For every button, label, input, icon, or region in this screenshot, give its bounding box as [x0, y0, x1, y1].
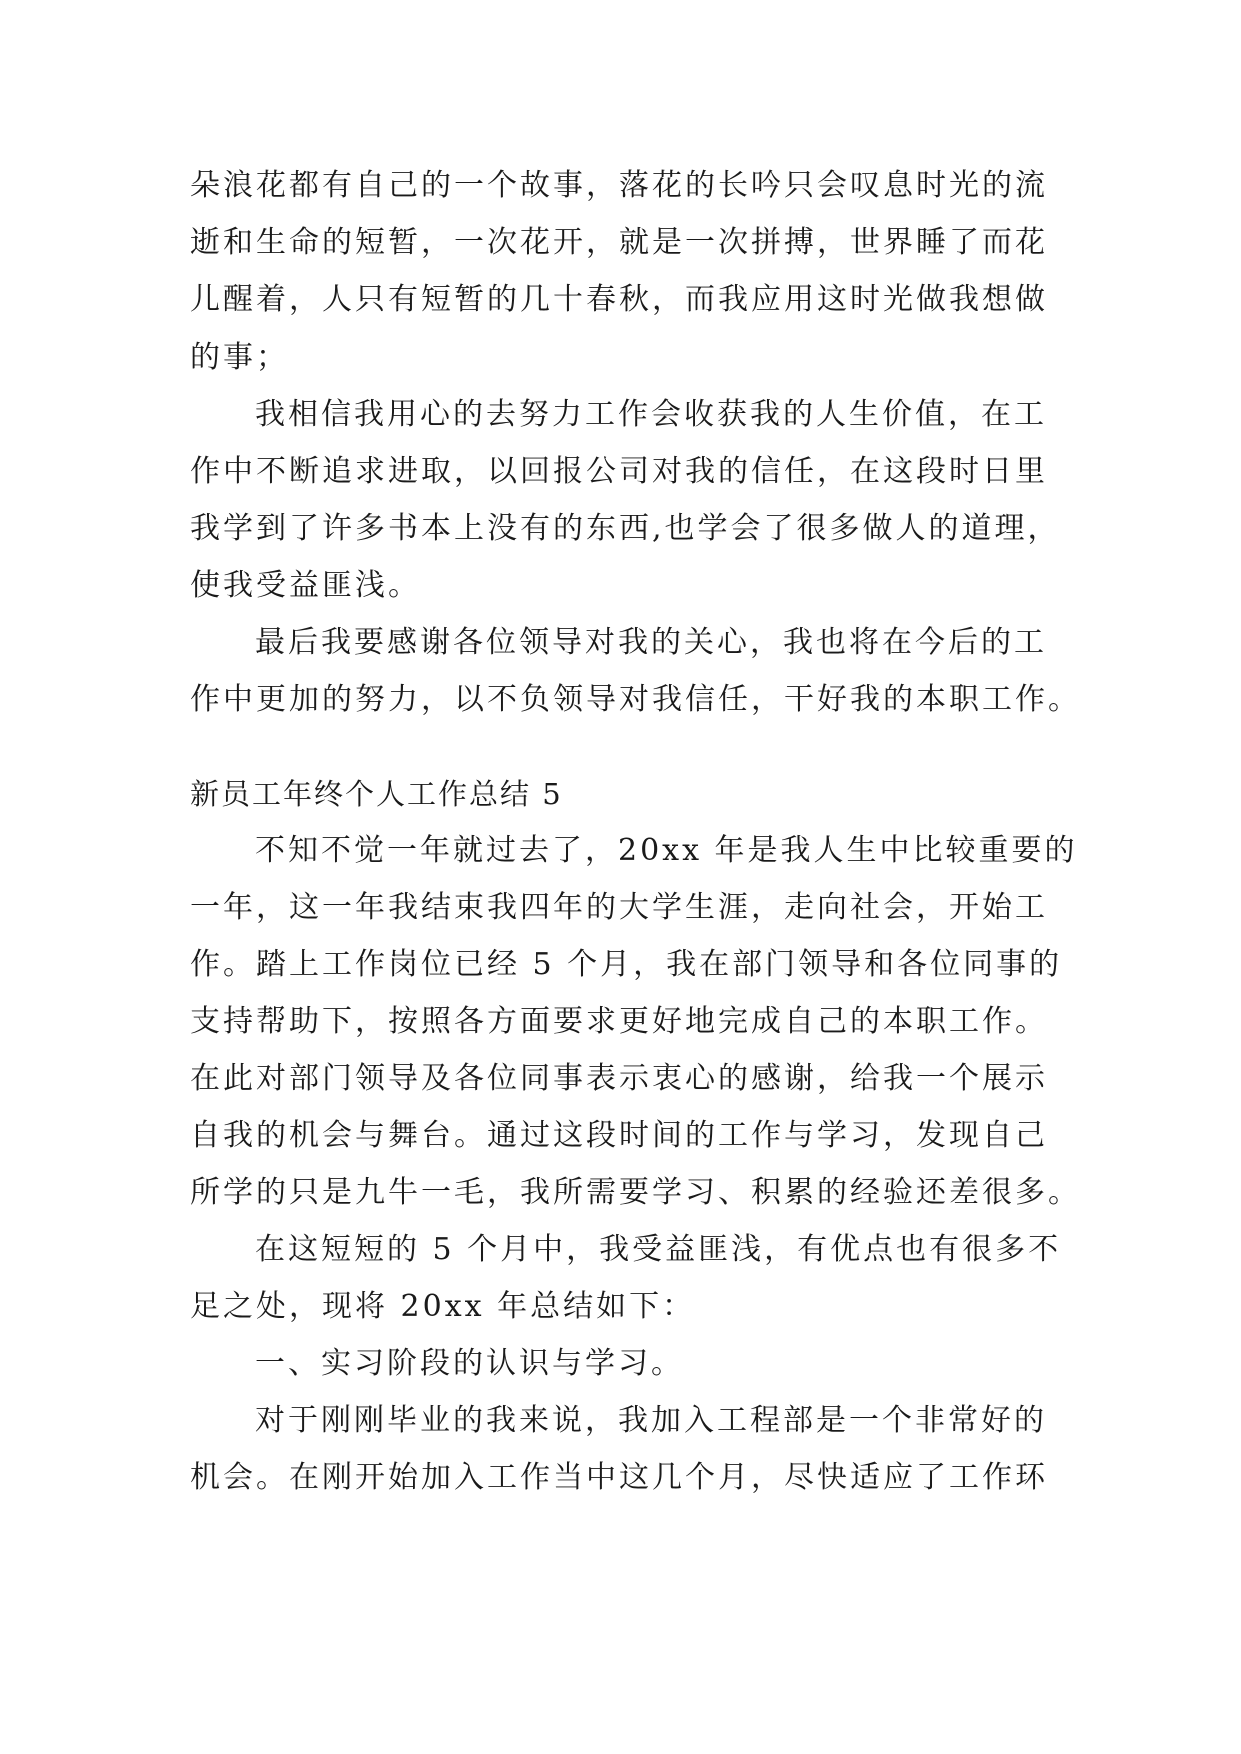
- paragraph-first-line: 不知不觉一年就过去了，20xx 年是我人生中比较重要的: [255, 833, 1078, 868]
- text-line: 足之处，现将 20xx 年总结如下：: [190, 1289, 696, 1324]
- text-line: 作中不断追求进取，以回报公司对我的信任，在这段时日里: [190, 454, 1048, 489]
- text-line: 作中更加的努力，以不负领导对我信任，干好我的本职工作。: [190, 682, 1081, 717]
- text-line: 支持帮助下，按照各方面要求更好地完成自己的本职工作。: [190, 1004, 1048, 1039]
- text-line: 使我受益匪浅。: [190, 568, 421, 603]
- section-title: 新员工年终个人工作总结 5: [190, 777, 563, 811]
- text-line: 逝和生命的短暂，一次花开，就是一次拼搏，世界睡了而花: [190, 225, 1048, 260]
- paragraph-first-line: 对于刚刚毕业的我来说，我加入工程部是一个非常好的: [255, 1403, 1047, 1438]
- text-line: 我学到了许多书本上没有的东西,也学会了很多做人的道理，: [190, 511, 1061, 546]
- text-line: 朵浪花都有自己的一个故事，落花的长吟只会叹息时光的流: [190, 168, 1048, 203]
- paragraph-first-line: 最后我要感谢各位领导对我的关心，我也将在今后的工: [255, 625, 1047, 660]
- paragraph-first-line: 在这短短的 5 个月中，我受益匪浅，有优点也有很多不: [255, 1232, 1062, 1267]
- text-line: 作。踏上工作岗位已经 5 个月，我在部门领导和各位同事的: [190, 947, 1063, 982]
- text-line: 自我的机会与舞台。通过这段时间的工作与学习，发现自己: [190, 1118, 1048, 1153]
- text-line: 机会。在刚开始加入工作当中这几个月，尽快适应了工作环: [190, 1460, 1048, 1495]
- text-line: 在此对部门领导及各位同事表示衷心的感谢，给我一个展示: [190, 1061, 1048, 1096]
- text-line: 儿醒着，人只有短暂的几十春秋，而我应用这时光做我想做: [190, 282, 1048, 317]
- text-line: 一年，这一年我结束我四年的大学生涯，走向社会，开始工: [190, 890, 1048, 925]
- text-line: 所学的只是九牛一毛，我所需要学习、积累的经验还差很多。: [190, 1175, 1081, 1210]
- text-line: 的事；: [190, 340, 289, 375]
- list-heading: 一、实习阶段的认识与学习。: [255, 1346, 684, 1381]
- paragraph-first-line: 我相信我用心的去努力工作会收获我的人生价值，在工: [255, 397, 1047, 432]
